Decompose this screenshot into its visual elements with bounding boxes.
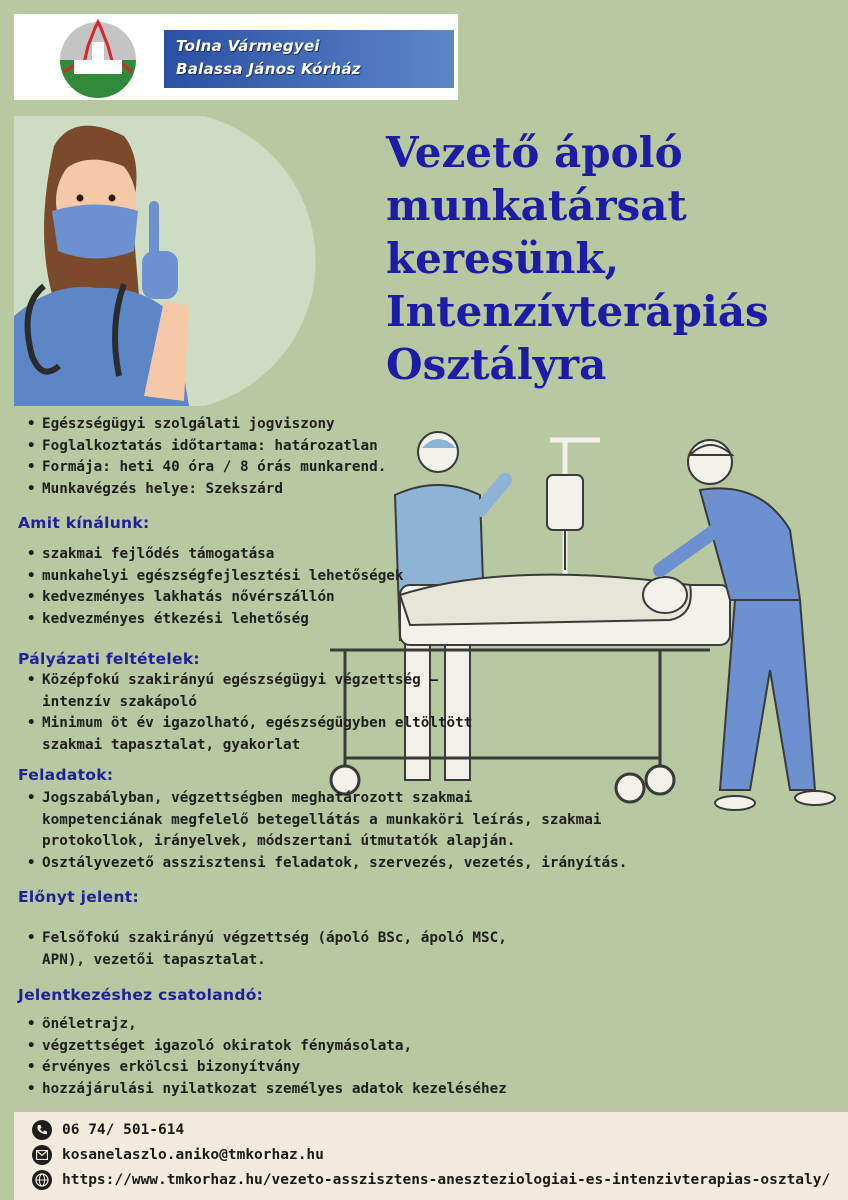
offer-title: Amit kínálunk: [18, 514, 150, 532]
headline [386, 126, 836, 391]
list-item-line: intenzív szakápoló [42, 693, 197, 710]
requirements-title: Pályázati feltételek: [18, 650, 200, 668]
list-item-line: • Minimum öt év igazolható, egészségügyben eltöltött [42, 715, 473, 731]
list-item: • Egészségügyi szolgálati jogviszony [26, 414, 386, 436]
attachments-list [26, 1014, 507, 1100]
list-item: • végzettséget igazoló okiratok fénymásolata, [26, 1036, 507, 1058]
list-item: • hozzájárulási nyilatkozat személyes adatok kezeléséhez [26, 1079, 507, 1101]
logo-title-bar [164, 30, 454, 88]
list-item: • munkahelyi egészségfejlesztési lehetőségek [26, 566, 404, 588]
logo-line-1: Tolna Vármegyei [176, 37, 320, 55]
website-link[interactable]: https://www.tmkorhaz.hu/vezeto-asszisztens-aneszteziologiai-es-intenzivterapias-osztaly/ [62, 1172, 831, 1188]
list-item-line: APN), vezetői tapasztalat. [42, 951, 266, 968]
list-item [26, 713, 472, 756]
tasks-list [26, 788, 627, 874]
list-item-line: • Osztályvezető asszisztensi feladatok, szervezés, vezetés, irányítás. [42, 854, 628, 871]
list-item: • Foglalkoztatás időtartama: határozatlan [26, 436, 386, 458]
list-item [26, 928, 507, 971]
tasks-title: Feladatok: [18, 766, 114, 784]
attachments-title: Jelentkezéshez csatolandó: [18, 986, 264, 1004]
list-item: • érvényes erkölcsi bizonyítvány [26, 1057, 507, 1079]
email-row [32, 1145, 324, 1165]
nurse-illustration [14, 116, 330, 406]
list-item-line: • Jogszabályban, végzettségben meghatározott szakmai [42, 790, 473, 806]
email-address[interactable]: kosanelaszlo.aniko@tmkorhaz.hu [62, 1147, 324, 1163]
advantage-list [26, 928, 507, 971]
mail-icon [32, 1145, 52, 1165]
list-item: • kedvezményes étkezési lehetőség [26, 609, 404, 631]
list-item [26, 853, 627, 875]
requirements-list [26, 670, 472, 756]
list-item [26, 788, 627, 853]
headline-line: Intenzívterápiás [386, 287, 769, 336]
list-item-line: • Felsőfokú szakirányú végzettség (ápoló BSc, ápoló MSC, [42, 930, 507, 946]
headline-line: keresünk, [386, 234, 620, 283]
list-item-line: szakmai tapasztalat, gyakorlat [42, 736, 301, 753]
phone-number[interactable]: 06 74/ 501-614 [62, 1122, 185, 1138]
phone-row [32, 1120, 184, 1140]
offer-list [26, 544, 404, 630]
globe-icon [32, 1170, 52, 1190]
list-item-line: protokollok, irányelvek, módszertani útmutatók alapján. [42, 833, 516, 849]
advantage-title: Előnyt jelent: [18, 888, 139, 906]
list-item: • szakmai fejlődés támogatása [26, 544, 404, 566]
website-row [32, 1170, 830, 1190]
hospital-emblem-icon [54, 16, 142, 100]
list-item-line: kompetenciának megfelelő betegellátás a munkaköri leírás, szakmai [42, 811, 602, 828]
list-item: • Munkavégzés helye: Szekszárd [26, 479, 386, 501]
list-item: • Formája: heti 40 óra / 8 órás munkarend. [26, 457, 386, 479]
phone-icon [32, 1120, 52, 1140]
list-item: • kedvezményes lakhatás nővérszállón [26, 587, 404, 609]
list-item-line: • Középfokú szakirányú egészségügyi végzettség – [42, 672, 438, 688]
intro-list [26, 414, 386, 500]
contact-footer [14, 1112, 848, 1200]
headline-line: Osztályra [386, 340, 607, 389]
list-item [26, 670, 472, 713]
headline-line: Vezető ápoló [386, 128, 683, 177]
logo-line-2: Balassa János Kórház [176, 60, 361, 78]
list-item: • önéletrajz, [26, 1014, 507, 1036]
headline-line: munkatársat [386, 181, 687, 230]
hospital-logo-banner [14, 14, 458, 100]
